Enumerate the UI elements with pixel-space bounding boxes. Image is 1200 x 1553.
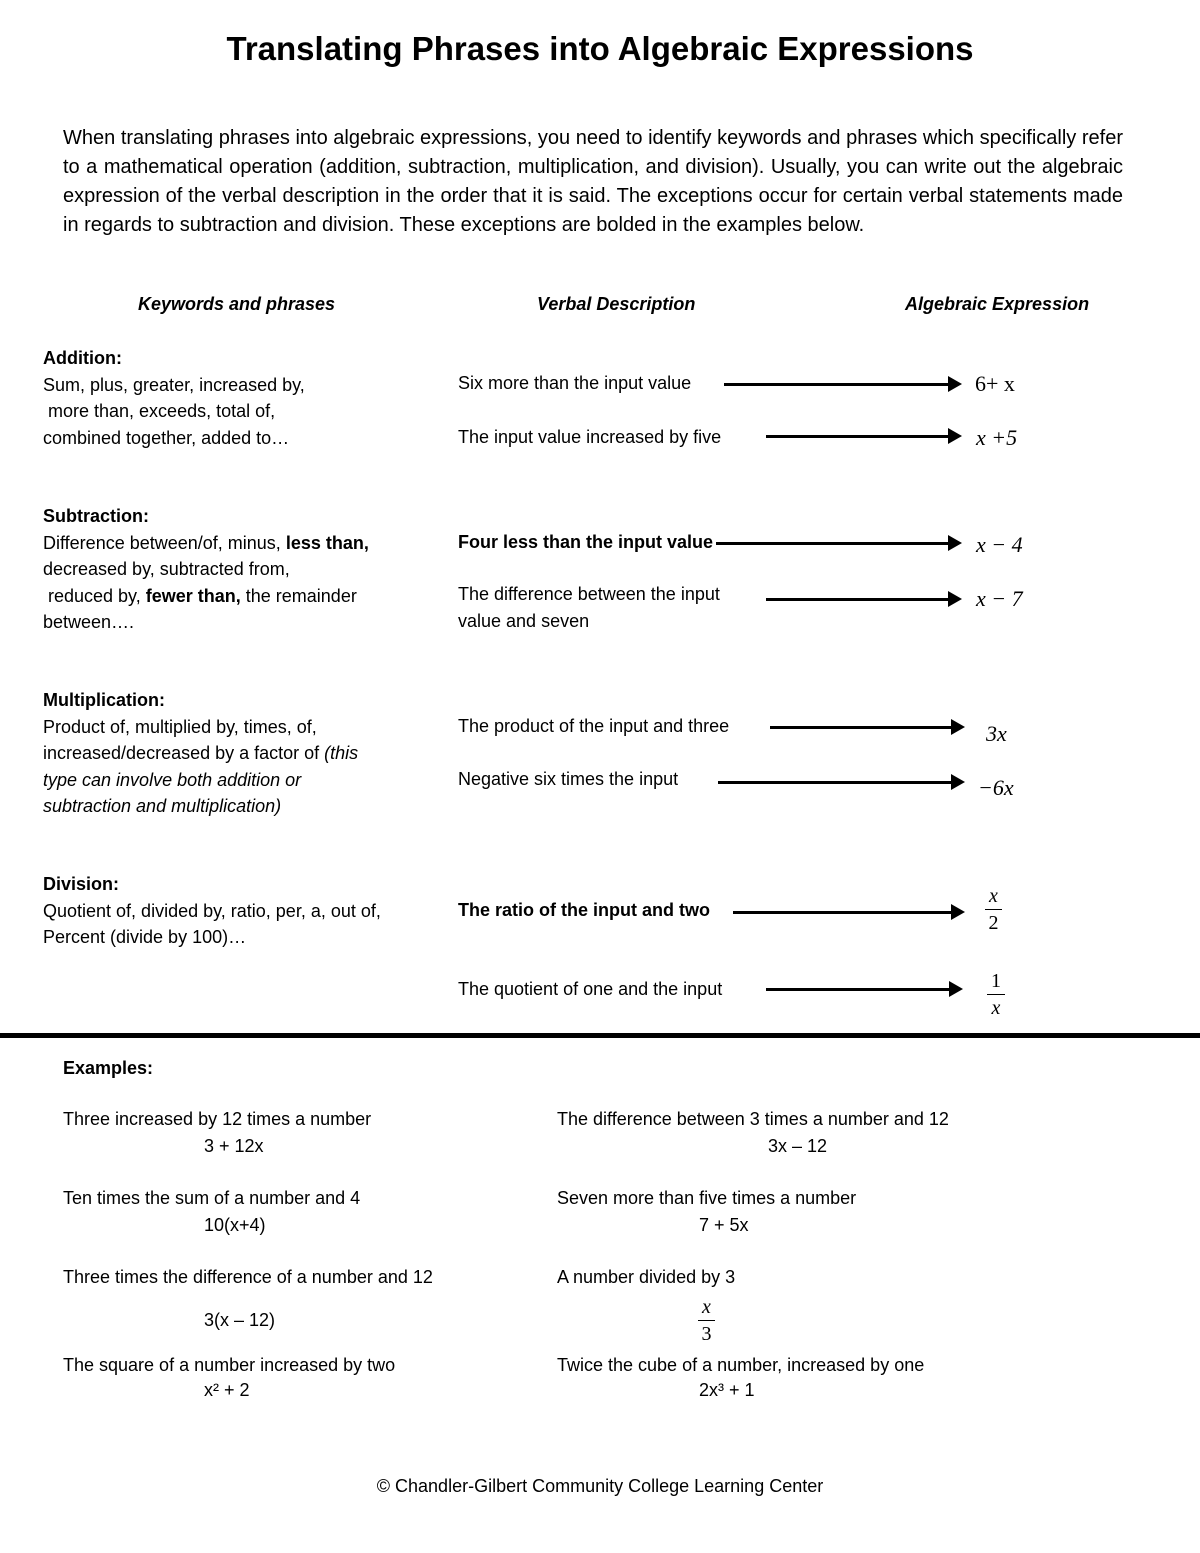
- arrow-right-icon: [766, 598, 958, 601]
- page-title: Translating Phrases into Algebraic Expressions: [226, 30, 974, 67]
- addition-example-1-verbal: Six more than the input value: [458, 373, 692, 393]
- fraction-numerator: x: [698, 1296, 715, 1321]
- multiplication-example-2-expression: −6x: [978, 775, 1014, 800]
- fraction-numerator: x: [985, 885, 1002, 910]
- example-question: Three times the difference of a number and 12: [63, 1267, 433, 1287]
- division-keywords-line: Quotient of, divided by, ratio, per, a, out of,: [43, 900, 381, 921]
- subtraction-keywords-text: the remainder: [240, 585, 357, 606]
- division-keywords: [43, 898, 381, 951]
- column-heading-algebraic: Algebraic Expression: [905, 294, 1090, 314]
- addition-section: [43, 345, 305, 451]
- example-answer: 10(x+4): [204, 1215, 266, 1235]
- subtraction-example-2-verbal: [458, 581, 720, 634]
- addition-keywords-line: combined together, added to…: [43, 427, 290, 448]
- subtraction-keywords-text: Difference between/of, minus,: [43, 532, 286, 553]
- arrow-right-icon: [724, 383, 958, 386]
- subtraction-keywords-line: [43, 583, 369, 610]
- example-answer: x² + 2: [204, 1380, 250, 1400]
- subtraction-keywords-line: between….: [43, 612, 135, 632]
- multiplication-keywords-line: type can involve both addition or: [43, 769, 302, 790]
- multiplication-section: [43, 687, 358, 820]
- addition-keywords-line: Sum, plus, greater, increased by,: [43, 374, 305, 395]
- fraction-denominator: 2: [988, 912, 999, 934]
- division-example-2-expression: [987, 970, 1005, 1019]
- arrow-right-icon: [716, 542, 958, 545]
- subtraction-keywords-bold: fewer than,: [145, 585, 241, 606]
- example-question: Three increased by 12 times a number: [63, 1109, 372, 1129]
- multiplication-example-1-verbal: The product of the input and three: [458, 716, 730, 736]
- example-question: The square of a number increased by two: [63, 1355, 396, 1375]
- subtraction-keywords-bold: less than,: [285, 532, 369, 553]
- subtraction-keywords: [43, 530, 369, 636]
- multiplication-keywords: [43, 714, 358, 820]
- example-answer-fraction: [698, 1296, 715, 1345]
- division-heading: Division:: [43, 874, 120, 894]
- fraction-denominator: x: [991, 997, 1001, 1019]
- division-example-1-verbal: The ratio of the input and two: [458, 900, 710, 920]
- example-answer: 3(x – 12): [204, 1310, 276, 1330]
- subtraction-example-2-expression: x − 7: [976, 586, 1023, 611]
- multiplication-keywords-line: Product of, multiplied by, times, of,: [43, 716, 317, 737]
- example-answer: 2x³ + 1: [699, 1380, 755, 1400]
- addition-keywords: [43, 372, 305, 452]
- arrow-right-icon: [770, 726, 961, 729]
- example-answer: 7 + 5x: [699, 1215, 749, 1235]
- addition-example-1-expression: 6+ x: [975, 371, 1015, 396]
- example-answer: 3 + 12x: [204, 1136, 264, 1156]
- column-heading-verbal: Verbal Description: [537, 294, 696, 314]
- multiplication-heading: Multiplication:: [43, 690, 165, 710]
- subtraction-keywords-line: [43, 530, 369, 557]
- multiplication-keywords-line: [43, 740, 358, 767]
- footer-copyright: © Chandler-Gilbert Community College Learning Center: [376, 1476, 824, 1496]
- division-keywords-line: Percent (divide by 100)…: [43, 927, 247, 947]
- intro-paragraph: When translating phrases into algebraic expressions, you need to identify keywords and phrases which specifically refer to a mathematical operation (addition, subtraction, multiplication, and division). Usually, you can write out the algebraic expression of the verbal description in the order that it is said. The exceptions occur for certain verbal statements made in regards to subtraction and division. These exceptions are bolded in the examples below.: [63, 127, 1123, 236]
- addition-keywords-line: more than, exceeds, total of,: [48, 401, 276, 421]
- subtraction-heading: Subtraction:: [43, 506, 149, 526]
- column-heading-keywords: Keywords and phrases: [138, 294, 336, 314]
- subtraction-keywords-text: reduced by,: [48, 585, 146, 606]
- subtraction-example-2-verbal-line: value and seven: [458, 610, 590, 631]
- section-divider: [0, 1033, 1200, 1038]
- example-question: Twice the cube of a number, increased by one: [557, 1355, 925, 1375]
- arrow-right-icon: [766, 435, 958, 438]
- subtraction-example-2-verbal-line: The difference between the input: [458, 584, 720, 604]
- example-question: Seven more than five times a number: [557, 1188, 857, 1208]
- addition-example-2-verbal: The input value increased by five: [458, 427, 722, 447]
- subtraction-section: [43, 503, 369, 636]
- fraction-denominator: 3: [701, 1323, 712, 1345]
- arrow-right-icon: [733, 911, 961, 914]
- multiplication-keywords-text: increased/decreased by a factor of: [43, 743, 325, 763]
- subtraction-example-1-expression: x − 4: [976, 532, 1023, 557]
- multiplication-example-1-expression: 3x: [986, 721, 1007, 746]
- subtraction-keywords-line: decreased by, subtracted from,: [43, 559, 290, 579]
- multiplication-example-2-verbal: Negative six times the input: [458, 769, 679, 789]
- arrow-right-icon: [766, 988, 959, 991]
- division-example-2-verbal: The quotient of one and the input: [458, 979, 723, 999]
- fraction-numerator: 1: [987, 970, 1005, 995]
- example-question: The difference between 3 times a number and 12: [557, 1109, 949, 1129]
- multiplication-keywords-italic: (this: [324, 743, 359, 763]
- example-question: Ten times the sum of a number and 4: [63, 1188, 361, 1208]
- subtraction-example-1-verbal: Four less than the input value: [458, 532, 714, 552]
- multiplication-keywords-line: subtraction and multiplication): [43, 796, 282, 816]
- division-section: [43, 871, 381, 951]
- example-answer: 3x – 12: [768, 1136, 828, 1156]
- example-question: A number divided by 3: [557, 1267, 736, 1287]
- addition-heading: Addition:: [43, 348, 122, 368]
- addition-example-2-expression: x +5: [976, 425, 1018, 450]
- examples-heading: Examples:: [63, 1058, 154, 1078]
- arrow-right-icon: [718, 781, 961, 784]
- division-example-1-expression: [985, 885, 1002, 934]
